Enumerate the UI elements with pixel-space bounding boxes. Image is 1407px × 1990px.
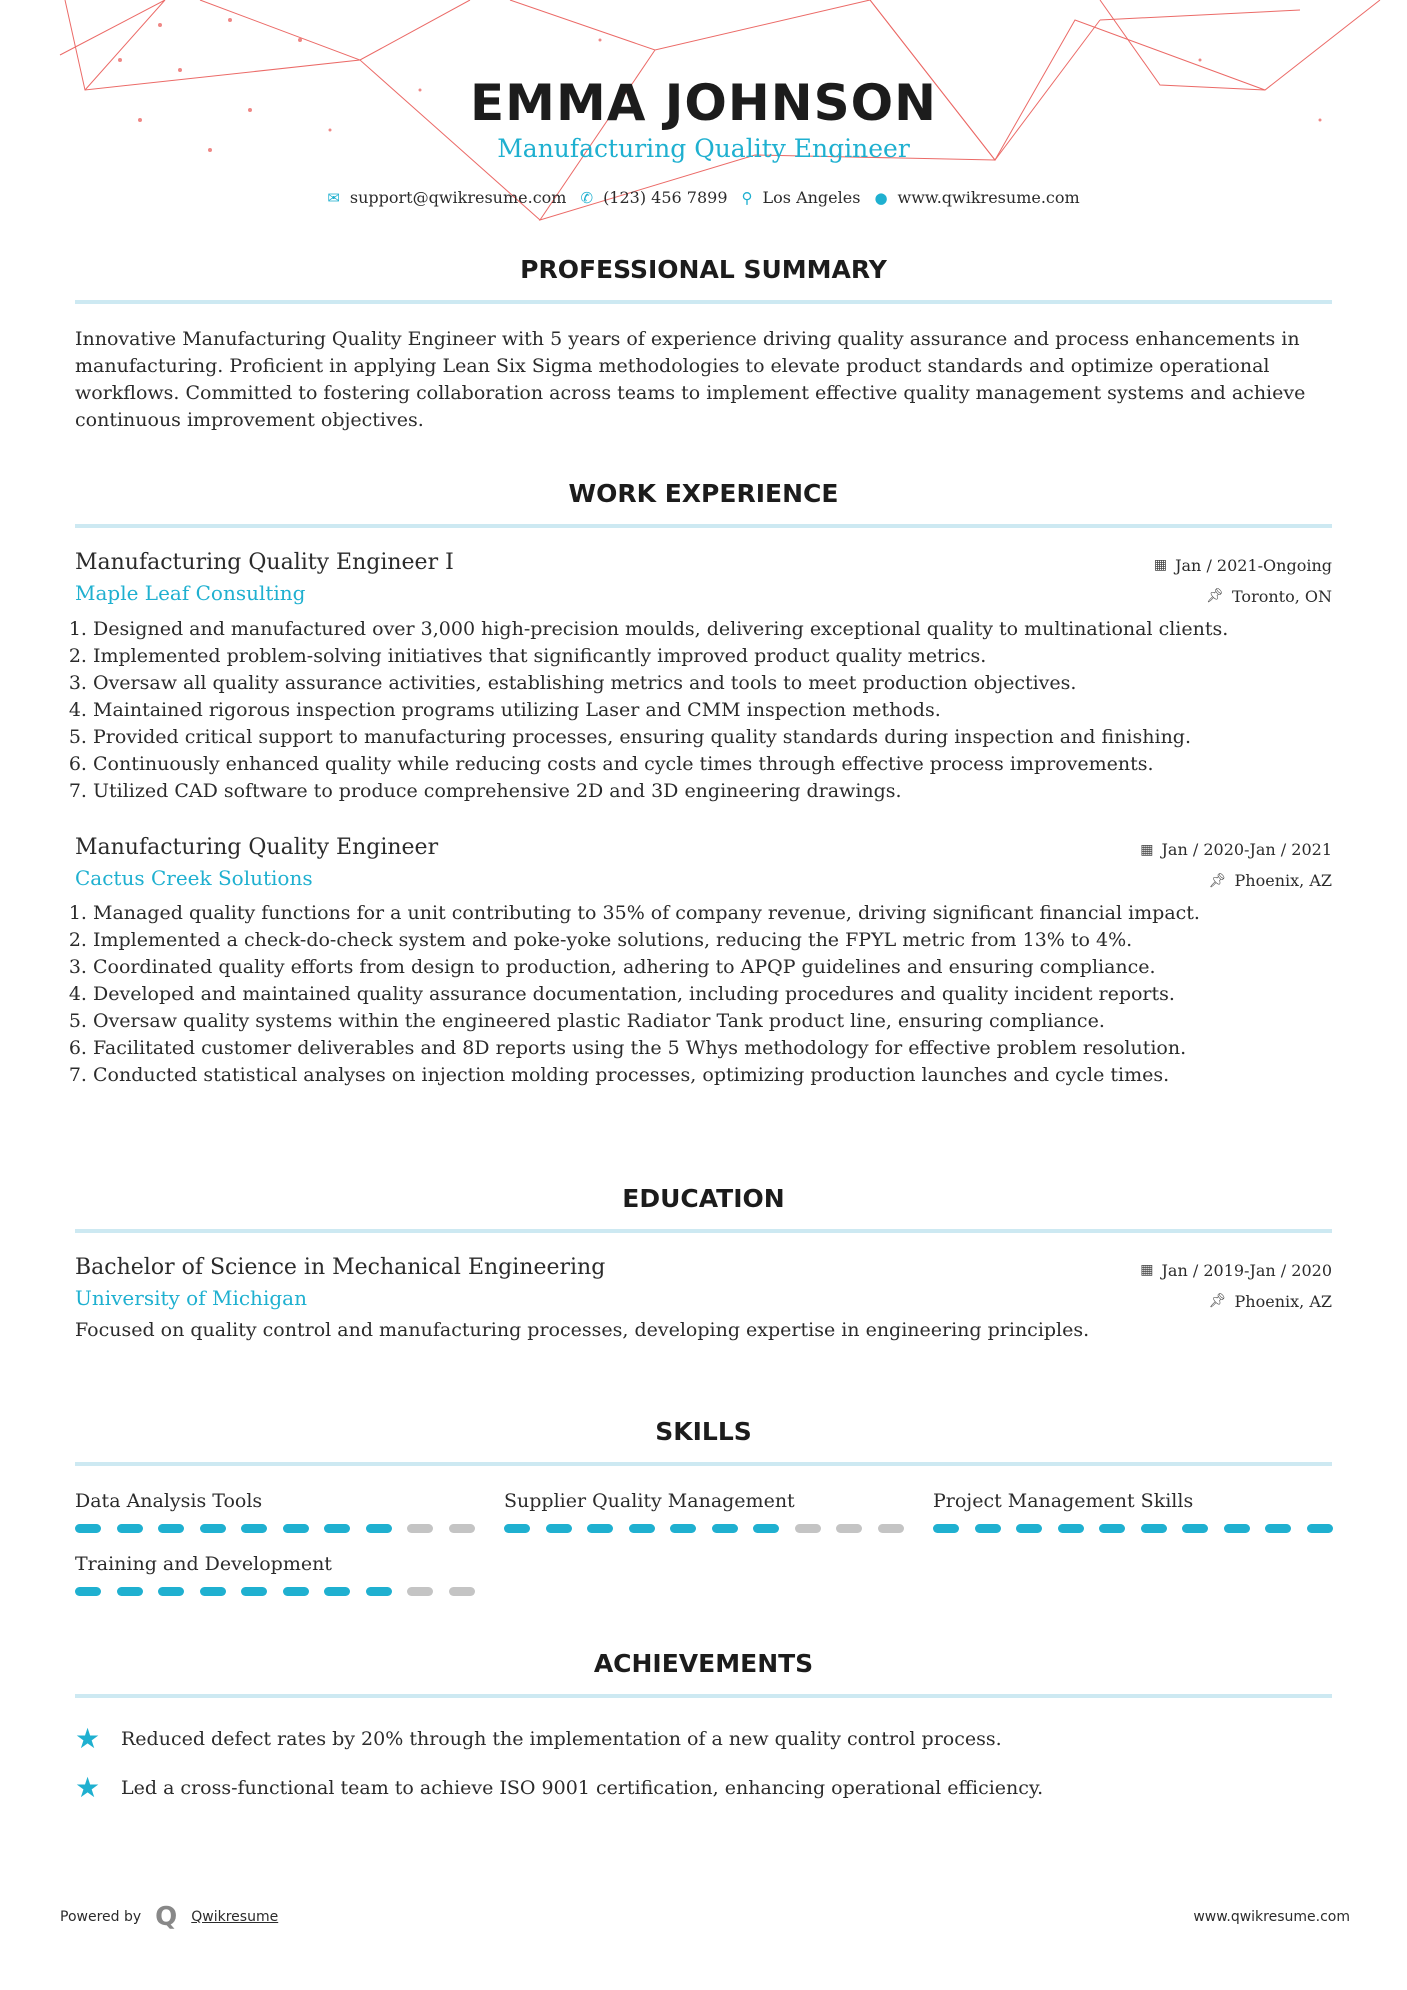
skill-level-dot [975,1524,1001,1533]
achievements-section [75,1649,1332,1820]
job-bullet: 5. Provided critical support to manufacturing processes, ensuring quality standards during inspection and finishing. [93,724,1332,751]
skill-level-dot [1016,1524,1042,1533]
education-section [75,1184,1332,1344]
globe-icon: ● [874,189,888,207]
job-date: Jan / 2020-Jan / 2021 [1161,840,1332,859]
skill-level-dot [158,1524,184,1533]
skill-level-dot [836,1524,862,1533]
skill-level-dot [117,1524,143,1533]
job-location: Phoenix, AZ [1234,871,1332,890]
powered-by-label: Powered by [60,1909,142,1925]
skill-level-dot [753,1524,779,1533]
star-icon: ★ [75,1722,101,1755]
skill-level-dot [546,1524,572,1533]
skill-name: Supplier Quality Management [504,1490,795,1512]
brand-link[interactable]: Qwikresume [191,1909,279,1925]
skill-level-dot [712,1524,738,1533]
skill-level-dot [75,1524,101,1533]
pin-icon: 📌︎ [1208,872,1227,889]
skill-level-dot [117,1587,143,1596]
section-divider [75,300,1332,304]
skill-level-dot [587,1524,613,1533]
section-heading: EDUCATION [622,1184,785,1213]
job-location: Toronto, ON [1232,586,1332,606]
calendar-icon: ▦ [1140,1262,1154,1278]
skill-level-dot [324,1524,350,1533]
skills-section [75,1417,1332,1596]
job-bullet: 3. Oversaw all quality assurance activities, establishing metrics and tools to meet production objectives. [93,670,1332,697]
job-bullet: 2. Implemented a check-do-check system and poke-yoke solutions, reducing the FPYL metric from 13% to 4%. [93,927,1332,954]
qwikresume-logo-icon: Q [155,1902,178,1932]
star-icon: ★ [75,1771,101,1804]
job-bullet: 3. Coordinated quality efforts from design to production, adhering to APQP guidelines and ensuring compliance. [93,954,1332,981]
skill-level-dot [283,1587,309,1596]
contact-website[interactable]: www.qwikresume.com [897,188,1080,207]
calendar-icon: ▦ [1153,557,1168,573]
section-heading: ACHIEVEMENTS [593,1649,814,1678]
skill-item [504,1490,904,1533]
pin-icon: 📌︎ [1208,1293,1227,1309]
contact-email[interactable]: support@qwikresume.com [349,188,567,207]
skill-level-dot [241,1587,267,1596]
phone-icon: ✆ [580,189,594,207]
job-bullet: 7. Conducted statistical analyses on injection molding processes, optimizing production launches and cycle times. [93,1062,1332,1089]
skill-level-dot [366,1524,392,1533]
job-bullets [75,616,1332,805]
skill-item [75,1490,475,1533]
skill-level-bar [504,1524,904,1533]
skill-level-dot [878,1524,904,1533]
school-name: University of Michigan [75,1286,307,1310]
skill-level-dot [1224,1524,1250,1533]
job-title: Manufacturing Quality Engineer I [75,550,454,575]
skill-level-dot [1307,1524,1333,1533]
job-bullet: 7. Utilized CAD software to produce comprehensive 2D and 3D engineering drawings. [93,778,1332,805]
job-bullet: 4. Developed and maintained quality assurance documentation, including procedures and quality incident reports. [93,981,1332,1008]
contact-location: Los Angeles [762,188,861,207]
skill-level-dot [1265,1524,1291,1533]
skill-level-bar [75,1524,475,1533]
company-name: Maple Leaf Consulting [75,581,306,605]
skill-level-dot [629,1524,655,1533]
calendar-icon: ▦ [1140,841,1154,858]
achievement-text: Led a cross-functional team to achieve ISO 9001 certification, enhancing operational efficiency. [121,1776,1044,1799]
section-heading: PROFESSIONAL SUMMARY [520,255,887,284]
summary-text: Innovative Manufacturing Quality Engineer with 5 years of experience driving quality assurance and process enhancements in manufacturing. Proficient in applying Lean Six Sigma methodologies to elevate product standards and optimize operational workflows. Committed to fostering collaboration across teams to implement effective quality management systems and achieve continuous improvement objectives. [75,328,1306,431]
skill-level-dot [504,1524,530,1533]
skill-level-dot [933,1524,959,1533]
job-bullet: 2. Implemented problem-solving initiatives that significantly improved product quality metrics. [93,643,1332,670]
company-name: Cactus Creek Solutions [75,865,313,890]
section-divider [75,524,1332,528]
skill-name: Project Management Skills [933,1490,1194,1512]
skill-level-bar [933,1524,1333,1533]
pin-icon: 📌︎ [1206,588,1224,604]
skill-level-dot [158,1587,184,1596]
skill-level-dot [324,1587,350,1596]
skill-level-dot [1058,1524,1084,1533]
candidate-title: Manufacturing Quality Engineer [497,134,910,163]
job-bullet: 4. Maintained rigorous inspection programs utilizing Laser and CMM inspection methods. [93,697,1332,724]
summary-section [75,255,1332,434]
skill-name: Training and Development [75,1553,332,1575]
job-bullet: 1. Managed quality functions for a unit contributing to 35% of company revenue, driving significant financial impact. [93,900,1332,927]
section-divider [75,1229,1332,1233]
skill-level-bar [75,1587,475,1596]
work-section [75,479,1332,1089]
job-entry [75,550,1332,805]
candidate-name: EMMA JOHNSON [470,74,937,132]
skill-level-dot [241,1524,267,1533]
skill-level-dot [200,1587,226,1596]
skill-level-dot [1099,1524,1125,1533]
contact-bar [0,188,1407,207]
section-heading: WORK EXPERIENCE [568,479,839,508]
education-location: Phoenix, AZ [1234,1291,1332,1311]
contact-phone: (123) 456 7899 [603,188,728,207]
skill-level-dot [200,1524,226,1533]
skill-level-dot [407,1587,433,1596]
skill-level-dot [1141,1524,1167,1533]
skill-level-dot [449,1524,475,1533]
skill-item [933,1490,1333,1533]
skill-level-dot [366,1587,392,1596]
job-bullets [75,900,1332,1089]
envelope-icon: ✉ [327,189,340,207]
degree-title: Bachelor of Science in Mechanical Engineering [75,1255,606,1280]
skill-level-dot [407,1524,433,1533]
skill-name: Data Analysis Tools [75,1490,263,1512]
achievement-item [75,1722,1332,1755]
skill-level-dot [670,1524,696,1533]
job-bullet: 6. Continuously enhanced quality while reducing costs and cycle times through effective process improvements. [93,751,1332,778]
achievement-text: Reduced defect rates by 20% through the implementation of a new quality control process. [121,1727,1002,1750]
education-description: Focused on quality control and manufacturing processes, developing expertise in engineering principles. [75,1318,1090,1341]
job-entry [75,835,1332,1090]
skill-item [75,1553,475,1596]
education-date: Jan / 2019-Jan / 2020 [1161,1260,1332,1280]
job-bullet: 6. Facilitated customer deliverables and 8D reports using the 5 Whys methodology for effective problem resolution. [93,1035,1332,1062]
map-marker-icon: ⚲ [741,189,753,207]
job-bullet: 1. Designed and manufactured over 3,000 high-precision moulds, delivering exceptional quality to multinational clients. [93,616,1332,643]
footer-website[interactable]: www.qwikresume.com [1193,1909,1350,1925]
skill-level-dot [449,1587,475,1596]
skill-level-dot [283,1524,309,1533]
skill-level-dot [75,1587,101,1596]
job-title: Manufacturing Quality Engineer [75,834,439,860]
footer [60,1902,1350,1932]
achievement-item [75,1771,1332,1804]
section-heading: SKILLS [655,1417,752,1446]
job-date: Jan / 2021-Ongoing [1175,555,1332,575]
skill-level-dot [1182,1524,1208,1533]
job-bullet: 5. Oversaw quality systems within the engineered plastic Radiator Tank product line, ensuring compliance. [93,1008,1332,1035]
skill-level-dot [795,1524,821,1533]
section-divider [75,1694,1332,1698]
section-divider [75,1462,1332,1466]
